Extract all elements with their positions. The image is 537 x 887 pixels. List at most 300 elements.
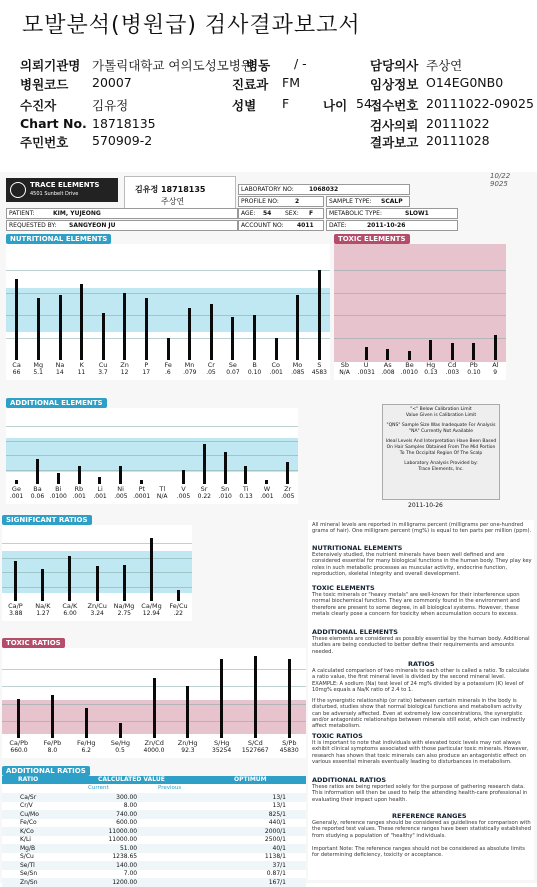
date-stamp: 2011-10-26	[408, 502, 443, 509]
toxic-bar-be	[408, 351, 411, 360]
nutritional-label: P	[144, 361, 149, 369]
toxic-ratio-label: Se/Hg	[110, 739, 131, 747]
nutritional-gridline	[6, 315, 330, 316]
significant-label: Na/Mg	[113, 602, 135, 610]
toxic-label: As	[383, 361, 392, 369]
toxic-ratio-value: 35254	[212, 747, 232, 754]
additional-value: 0.06	[30, 493, 45, 500]
nutritional-value: 0.07	[226, 369, 240, 376]
field-receipt-no: 20111022-09025	[426, 96, 534, 111]
additional-label: Zr	[284, 485, 292, 493]
toxic-ratio-bar-fe-hg	[85, 708, 88, 738]
nutritional-value: .6	[165, 369, 171, 376]
field-institution: 가톨릭대학교 여의도성모병원	[92, 58, 253, 73]
nutritional-label: Ca	[12, 361, 21, 369]
account-label: ACCOUNT NO:	[241, 222, 284, 229]
significant-bar-ca-k	[68, 556, 71, 601]
ratio-cell-optimum: 40/1	[272, 844, 286, 852]
nutritional-value: 3.7	[98, 369, 108, 376]
heading-additional: ADDITIONAL ELEMENTS	[312, 628, 398, 636]
additional-title: ADDITIONAL ELEMENTS	[6, 398, 107, 408]
toxic-reference-band	[334, 244, 506, 362]
field-label-request-date: 검사의뢰	[370, 118, 419, 133]
field-label-department: 진료과	[232, 77, 269, 92]
field-resident-no: 570909-2	[92, 133, 153, 148]
nutritional-bar-co	[275, 338, 278, 360]
table-row	[2, 861, 306, 870]
ratio-cell-current: 51.00	[119, 844, 138, 852]
nutritional-value: 5.1	[33, 369, 43, 376]
table-row	[2, 878, 306, 887]
ratio-cell-current: 1200.00	[112, 878, 138, 886]
table-row	[2, 793, 306, 802]
nutritional-value: .001	[269, 369, 283, 376]
table-row	[2, 844, 306, 853]
additional-value: .0100	[49, 493, 67, 500]
patient-box	[6, 208, 238, 219]
toxic-value: .008	[381, 369, 395, 376]
heading-ratios: RATIOS	[408, 660, 435, 668]
nutritional-value: .085	[291, 369, 305, 376]
ratios-table-body	[2, 793, 306, 887]
nutritional-label: B	[252, 361, 257, 369]
nutritional-label: Cr	[207, 361, 215, 369]
table-row	[2, 836, 306, 845]
lab-number: 1068032	[309, 186, 339, 193]
toxic-ratios-chart	[2, 648, 306, 758]
logo-emblem-icon	[10, 182, 26, 198]
significant-value: 3.88	[9, 610, 23, 617]
nutritional-value: .079	[183, 369, 197, 376]
toxic-value: .0010	[400, 369, 418, 376]
nutritional-bar-na	[59, 295, 62, 360]
nutritional-value: .05	[206, 369, 216, 376]
additional-bar-w	[265, 480, 268, 484]
requested-box	[6, 220, 238, 231]
field-department: FM	[282, 75, 300, 90]
sex-label: SEX:	[285, 210, 299, 217]
date-box	[326, 220, 458, 231]
additional-label: Ti	[242, 485, 249, 493]
nutritional-bar-cu	[102, 313, 105, 360]
ratio-cell-optimum: 13/1	[272, 793, 286, 801]
heading-nutritional: NUTRITIONAL ELEMENTS	[312, 544, 403, 552]
toxic-ratio-value: 92.3	[181, 747, 195, 754]
significant-bar-ca-p	[14, 561, 17, 601]
ratio-cell-optimum: 37/1	[272, 861, 286, 869]
additional-bar-rb	[78, 466, 81, 484]
toxic-label: Al	[492, 361, 499, 369]
toxic-value: .0031	[357, 369, 375, 376]
subheader-previous: Previous	[158, 785, 182, 791]
text-toxic-ratios: It is important to note that individuals with elevated toxic levels may not always exhibit clinical symptoms associated with those particular toxic minerals. However, research has shown that toxic minerals can also produce an antagonistic effect on various essential minerals eventually leading to disturbances in metabolism.	[312, 740, 529, 765]
additional-label: Bi	[55, 485, 62, 493]
ratio-cell-optimum: 13/1	[272, 802, 286, 810]
toxic-ratio-label: S/Pb	[282, 739, 297, 747]
account-box	[238, 220, 324, 231]
toxic-bar-hg	[429, 340, 432, 360]
toxic-label: Pb	[469, 361, 478, 369]
nutritional-bar-ca	[15, 279, 18, 360]
nutritional-bar-s	[318, 270, 321, 360]
toxic-ratio-bar-s-cd	[254, 656, 257, 738]
nutritional-label: Mn	[184, 361, 195, 369]
patient-label: PATIENT:	[9, 210, 35, 217]
note-line-5: Ideal Levels And Interpretation Have Been Based On Hair Samples Obtained From The Mid Portion To The Occipital Region Of The Scalp	[385, 439, 497, 456]
text-toxic: The toxic minerals or "heavy metals" are well-known for their interference upon normal biochemical function. They are commonly found in the environment and therefore are present to some degree, in all biological systems. However, these metals clearly pose a concern for toxicity when accumulation occurs to excess.	[312, 592, 520, 617]
note-line-1: "<" Below Calibration Limit	[410, 407, 472, 412]
significant-bar-ca-mg	[150, 538, 153, 601]
toxic-ratio-label: Ca/Pb	[9, 739, 29, 747]
nutritional-label: K	[79, 361, 84, 369]
text-nutritional: Extensively studied, the nutrient minerals have been well defined and are considered essential for many biological functions in the human body. They play key roles in such metabolic processes as muscular activity, endocrine function, reproduction, skeletal integrity and overall development.	[312, 552, 532, 577]
ratios-table-header	[2, 776, 306, 784]
significant-bar-fe-cu	[177, 590, 180, 601]
ratio-cell-current: 140.00	[116, 861, 138, 869]
date-label: DATE:	[329, 222, 347, 229]
toxic-value: 9	[493, 369, 498, 376]
nutritional-label: Fe	[164, 361, 172, 369]
field-label-receipt-no: 접수번호	[370, 98, 419, 113]
additional-ratios-title: ADDITIONAL RATIOS	[2, 766, 90, 776]
toxic-value: 0.13	[424, 369, 438, 376]
additional-bar-bi	[57, 473, 60, 484]
toxic-bar-pb	[472, 343, 475, 360]
additional-label: Pt	[138, 485, 146, 493]
subheader-current: Current	[88, 785, 109, 791]
text-ratios: A calculated comparison of two minerals to each other is called a ratio. To calculate a ratio value, the first mineral level is divided by the second mineral level. EXAMPLE: A sodium (Na) test level of 24 mg% divided by a potassium (K) level of 10mg% equals a Na/K ratio of 2.4 to 1.	[312, 668, 530, 693]
lab-number-box	[238, 184, 410, 195]
table-row	[2, 802, 306, 811]
significant-title: SIGNIFICANT RATIOS	[2, 515, 92, 525]
significant-gridline	[2, 558, 192, 559]
additional-gridline	[6, 441, 298, 442]
toxic-title: TOXIC ELEMENTS	[334, 234, 410, 244]
additional-value: .001	[9, 493, 24, 500]
nutritional-bar-cr	[210, 304, 213, 360]
field-label-age: 나이	[323, 98, 348, 113]
patient-sticker	[124, 176, 236, 210]
field-doctor: 주상연	[426, 58, 463, 73]
toxic-ratio-bar-ca-pb	[17, 699, 20, 738]
toxic-value: .003	[445, 369, 460, 376]
toxic-chart	[334, 244, 506, 380]
ratio-cell-optimum: 825/1	[268, 810, 286, 818]
additional-value: 0.13	[239, 493, 253, 500]
nutritional-value: 66	[12, 369, 21, 376]
additional-label: Ge	[11, 485, 21, 493]
additional-value: .005	[281, 493, 295, 500]
profile-no: 2	[295, 198, 300, 205]
toxic-ratio-bar-s-hg	[220, 659, 223, 738]
ratio-cell-optimum: 0.87/1	[266, 870, 286, 878]
toxic-ratio-label: Fe/Hg	[76, 739, 96, 747]
ratio-cell-current: 1238.65	[112, 853, 138, 861]
additional-bar-ge	[15, 480, 18, 484]
nutritional-label: Na	[55, 361, 65, 369]
header-ratio: RATIO	[18, 776, 39, 783]
toxic-ratio-value: 0.5	[115, 747, 125, 754]
nutritional-value: 14	[56, 369, 64, 376]
toxic-bar-al	[494, 335, 497, 360]
additional-bar-ni	[119, 466, 122, 484]
field-label-sex: 성별	[232, 98, 257, 113]
sex-value: F	[309, 210, 314, 217]
additional-bar-ti	[244, 466, 247, 484]
ratio-cell-optimum: 167/1	[268, 878, 286, 886]
nutritional-label: Se	[228, 361, 237, 369]
report-title: 모발분석(병원급) 검사결과보고서	[22, 13, 361, 38]
additional-value: .001	[260, 493, 274, 500]
significant-label: Ca/Mg	[141, 602, 162, 610]
profile-label: PROFILE NO:	[241, 198, 279, 205]
report-date: 2011-10-26	[367, 222, 406, 229]
text-synergy: If the synergistic relationship (or ratio) between certain minerals in the body is disturbed, studies show that normal biological functions and metabolism activity can be adversely affected. Even at extremely low concentrations, the synergistic and/or antagonistic relationships between minerals still exist, which can indirectly affect metabolism.	[312, 698, 526, 730]
ratio-cell-ratio: Cr/V	[20, 802, 33, 810]
profile-box	[238, 196, 324, 207]
ratio-cell-ratio: Zn/Sn	[20, 878, 38, 886]
nutritional-label: Co	[271, 361, 281, 369]
toxic-ratios-title: TOXIC RATIOS	[2, 638, 65, 648]
nutritional-value: 17	[142, 369, 151, 376]
toxic-value: N/A	[339, 369, 350, 376]
nutritional-label: Zn	[120, 361, 129, 369]
significant-gridline	[2, 543, 192, 544]
explanation-column	[308, 520, 534, 880]
patient-name: KIM, YUJEONG	[53, 210, 101, 217]
significant-value: 2.75	[117, 610, 131, 617]
nutritional-bar-zn	[123, 293, 126, 360]
significant-label: Zn/Cu	[87, 602, 107, 610]
nutritional-reference-band	[6, 288, 330, 332]
field-label-resident-no: 주민번호	[20, 135, 69, 150]
additional-value: .0001	[133, 493, 151, 500]
additional-value: .005	[114, 493, 128, 500]
heading-toxic-ratios: TOXIC RATIOS	[312, 732, 363, 740]
additional-chart	[6, 408, 298, 504]
toxic-gridline	[334, 270, 506, 271]
additional-gridline	[6, 426, 298, 427]
field-age: 54	[356, 96, 372, 111]
toxic-bar-u	[365, 347, 368, 360]
significant-label: Ca/K	[62, 602, 78, 610]
nutritional-bar-mo	[296, 295, 299, 360]
toxic-ratio-value: 45830	[279, 747, 299, 754]
additional-gridline	[6, 455, 298, 456]
ratio-cell-current: 600.00	[116, 819, 138, 827]
ratio-cell-ratio: Se/Tl	[20, 861, 35, 869]
nutritional-bar-mg	[37, 298, 40, 360]
metabolic-box	[326, 208, 458, 219]
sample-type: SCALP	[381, 198, 403, 205]
sticker-doctor: 주상연	[161, 197, 185, 206]
age-value: 54	[263, 210, 272, 217]
table-row	[2, 853, 306, 862]
nutritional-bar-se	[231, 317, 234, 360]
significant-value: 1.27	[36, 610, 50, 617]
additional-ratios-table	[2, 776, 306, 886]
field-label-report-date: 결과보고	[370, 135, 419, 150]
nutritional-gridline	[6, 270, 330, 271]
toxic-ratio-value: 8.0	[47, 747, 58, 754]
significant-chart	[2, 525, 192, 621]
nutritional-value: 4583	[311, 369, 327, 376]
lab-number-label: LABORATORY NO:	[241, 186, 294, 193]
ratio-cell-optimum: 1138/1	[264, 853, 286, 861]
toxic-label: Be	[405, 361, 414, 369]
nutritional-gridline	[6, 293, 330, 294]
age-label: AGE:	[241, 210, 256, 217]
additional-bar-li	[98, 477, 101, 484]
field-patient: 김유정	[92, 98, 129, 113]
ratio-cell-ratio: Ca/Sr	[20, 793, 37, 801]
significant-value: .22	[173, 610, 183, 617]
significant-bar-na-mg	[123, 565, 126, 601]
additional-label: Sr	[200, 485, 208, 493]
toxic-label: Hg	[426, 361, 436, 369]
toxic-ratio-label: Zn/Cd	[144, 739, 164, 747]
additional-bar-pt	[140, 480, 143, 484]
nutritional-bar-p	[145, 298, 148, 360]
ratio-cell-optimum: 440/1	[268, 819, 286, 827]
nutritional-label: S	[317, 361, 322, 369]
additional-label: Li	[97, 485, 103, 493]
significant-bar-na-k	[41, 569, 44, 601]
table-row	[2, 870, 306, 879]
field-report-date: 20111028	[426, 133, 490, 148]
additional-label: Tl	[159, 485, 166, 493]
field-label-clinical-info: 임상정보	[370, 77, 419, 92]
nutritional-value: 0.10	[247, 369, 262, 376]
significant-bar-zn-cu	[96, 566, 99, 601]
significant-label: Ca/P	[8, 602, 23, 610]
note-line-3: "QNS" Sample Size Was Inadequate For Analysis	[386, 423, 496, 428]
ratio-cell-ratio: K/Li	[20, 836, 31, 844]
note-line-2: Value Given is Calibration Limit	[405, 413, 477, 418]
text-additional: These elements are considered as possibly essential by the human body. Additional studies are being conducted to better define their requirements and amounts needed.	[312, 636, 530, 655]
nutritional-value: 12	[120, 369, 129, 376]
additional-bar-zr	[286, 462, 289, 484]
toxic-ratio-value: 660.0	[10, 747, 28, 754]
header-optimum: OPTIMUM	[234, 776, 267, 783]
toxic-ratio-label: Zn/Hg	[177, 739, 198, 747]
toxic-label: Cd	[447, 361, 457, 369]
additional-label: Rb	[74, 485, 84, 493]
ratio-cell-ratio: K/Co	[20, 827, 34, 835]
toxic-ratio-gridline	[2, 669, 306, 670]
additional-label: V	[181, 485, 186, 493]
note-line-6: Laboratory Analysis Provided by:	[404, 461, 478, 466]
sample-box	[326, 196, 410, 207]
additional-value: .005	[176, 493, 191, 500]
sticker-name-chart: 김유정 18718135	[135, 185, 206, 194]
handwritten-note: 10/22 9025	[490, 172, 511, 188]
account-no: 4011	[297, 222, 314, 229]
additional-bar-ba	[36, 459, 39, 484]
ratio-cell-current: 300.00	[116, 793, 138, 801]
field-chart-no: 18718135	[92, 116, 156, 131]
nutritional-chart	[6, 244, 330, 380]
lab-address: 4501 Sunbelt Drive	[30, 191, 79, 197]
table-row	[2, 810, 306, 819]
ratio-cell-ratio: S/Cu	[20, 853, 34, 861]
lab-name: TRACE ELEMENTS	[30, 181, 100, 189]
toxic-ratio-label: S/Hg	[214, 739, 230, 747]
ratio-cell-current: 740.00	[116, 810, 138, 818]
metabolic-type: SLOW1	[405, 210, 429, 217]
heading-additional-ratios: ADDITIONAL RATIOS	[312, 776, 387, 784]
toxic-gridline	[334, 315, 506, 316]
age-sex-box	[238, 208, 324, 219]
toxic-value: 0.10	[467, 369, 481, 376]
field-label-doctor: 담당의사	[370, 58, 419, 73]
header-calculated: CALCULATED VALUE	[98, 776, 165, 783]
field-clinical-info: O14EG0NB0	[426, 75, 504, 90]
notes-box	[382, 404, 500, 500]
ratio-cell-ratio: Cu/Mo	[20, 810, 39, 818]
additional-label: Ni	[117, 485, 124, 493]
significant-label: Na/K	[35, 602, 51, 610]
ratio-cell-ratio: Mg/B	[20, 844, 36, 852]
field-hospital-code: 20007	[92, 75, 132, 90]
toxic-ratio-label: S/Cd	[247, 739, 263, 747]
nutritional-label: Cu	[98, 361, 108, 369]
field-label-patient: 수진자	[20, 98, 57, 113]
text-reference-ranges: Generally, reference ranges should be considered as guidelines for comparison with the reported test values. These reference ranges have been statistically established from studying a population of "healthy" individuals.	[312, 820, 531, 839]
field-label-chart-no: Chart No.	[20, 116, 87, 131]
toxic-ratio-value: 4000.0	[143, 747, 165, 754]
text-additional-ratios: These ratios are being reported solely for the purpose of gathering research data. This information will then be used to help the attending health-care professional in evaluating their impact upon health.	[312, 784, 528, 803]
toxic-ratio-bar-zn-hg	[186, 686, 189, 738]
toxic-ratio-label: Fe/Pb	[43, 739, 62, 747]
significant-value: 3.24	[90, 610, 104, 617]
toxic-gridline	[334, 293, 506, 294]
field-label-ward: 병동	[246, 58, 271, 73]
field-sex: F	[282, 96, 290, 111]
toxic-label: U	[363, 361, 369, 369]
nutritional-label: Mg	[33, 361, 44, 369]
ratio-cell-current: 11000.00	[108, 827, 138, 835]
note-line-7: Trace Elements, Inc.	[418, 467, 464, 472]
toxic-label: Sb	[340, 361, 350, 369]
additional-label: Sn	[221, 485, 230, 493]
toxic-gridline	[334, 338, 506, 339]
additional-gridline	[6, 470, 298, 471]
table-row	[2, 819, 306, 828]
additional-value: N/A	[156, 493, 168, 500]
table-row	[2, 827, 306, 836]
ratio-cell-current: 11000.00	[108, 836, 138, 844]
additional-bar-sr	[203, 444, 206, 484]
additional-label: Ba	[33, 485, 42, 493]
requested-by: SANGYEON JU	[69, 222, 116, 229]
intro-text: All mineral levels are reported in milligrams percent (milligrams per one-hundred grams of hair). One milligram percent (mg%) is equal to ten parts per million (ppm).	[312, 522, 532, 535]
ratio-cell-current: 8.00	[123, 802, 138, 810]
field-request-date: 20111022	[426, 116, 490, 131]
significant-value: 12.94	[142, 610, 160, 617]
metabolic-label: METABOLIC TYPE:	[329, 210, 382, 217]
nutritional-bar-k	[80, 284, 83, 360]
toxic-ratio-value: 6.2	[81, 747, 91, 754]
significant-value: 6.00	[63, 610, 77, 617]
nutritional-bar-mn	[188, 308, 191, 360]
additional-value: .010	[218, 493, 232, 500]
scanned-report	[0, 172, 537, 886]
additional-value: .001	[93, 493, 107, 500]
heading-reference-ranges: REFERENCE RANGES	[392, 812, 467, 820]
toxic-ratio-bar-se-hg	[119, 723, 122, 738]
ratio-cell-optimum: 2000/1	[264, 827, 286, 835]
